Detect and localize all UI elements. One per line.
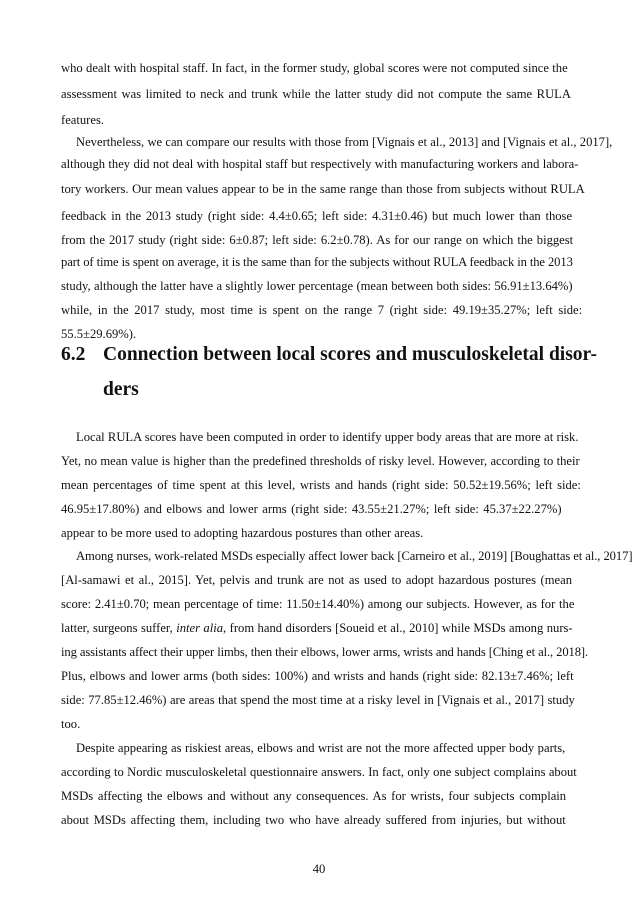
text-line: from the 2017 study (right side: 6±0.87; left side: 6.2±0.78). As for our range on which the biggest — [61, 233, 574, 247]
text-line: ing assistants affect their upper limbs, then their elbows, lower arms, wrists and hands [Ching et al., 2018]. — [61, 645, 589, 659]
text-line: Among nurses, work-related MSDs especially affect lower back [Carneiro et al., 2019] [Boughattas et al., 2017] — [76, 549, 633, 563]
text-segment: latter, surgeons suffer, — [61, 621, 177, 635]
text-line: mean percentages of time spent at this level, wrists and hands (right side: 50.52±19.56%; left side: — [61, 478, 581, 492]
section-number: 6.2 — [61, 344, 86, 365]
text-line: Yet, no mean value is higher than the predefined thresholds of risky level. However, according to their — [61, 454, 580, 468]
text-line: Plus, elbows and lower arms (both sides: 100%) and wrists and hands (right side: 82.13±7.46%; left — [61, 669, 574, 683]
text-line: feedback in the 2013 study (right side: 4.4±0.65; left side: 4.31±0.46) but much lower than those — [61, 209, 573, 223]
section-heading-line1 — [61, 343, 597, 367]
text-line: features. — [61, 113, 105, 127]
text-line: assessment was limited to neck and trunk while the latter study did not compute the same RULA — [61, 87, 571, 101]
text-line: study, although the latter have a slightly lower percentage (mean between both sides: 56.91±13.64%) — [61, 279, 573, 293]
italic-term: inter alia — [176, 621, 224, 635]
text-line: Despite appearing as riskiest areas, elbows and wrist are not the more affected upper body parts, — [76, 741, 566, 755]
text-line: side: 77.85±12.46%) are areas that spend the most time at a risky level in [Vignais et al., 2017] study — [61, 693, 575, 707]
text-line — [61, 621, 573, 636]
text-line: score: 2.41±0.70; mean percentage of time: 11.50±14.40%) among our subjects. However, as for the — [61, 597, 575, 611]
text-line: according to Nordic musculoskeletal questionnaire answers. In fact, only one subject complains about — [61, 765, 577, 779]
text-line: Local RULA scores have been computed in order to identify upper body areas that are more at risk. — [76, 430, 579, 444]
text-line: MSDs affecting the elbows and without any consequences. As for wrists, four subjects complain — [61, 789, 567, 803]
text-line: although they did not deal with hospital staff but respectively with manufacturing workers and labora- — [61, 157, 579, 171]
text-line: appear to be more used to adopting hazardous postures than other areas. — [61, 526, 424, 540]
text-line: tory workers. Our mean values appear to be in the same range than those from subjects without RULA — [61, 182, 585, 196]
text-line: about MSDs affecting them, including two who have already suffered from injuries, but without — [61, 813, 566, 827]
text-line: part of time is spent on average, it is the same than for the subjects without RULA feedback in the 2013 — [61, 255, 573, 269]
text-line: 55.5±29.69%). — [61, 327, 137, 341]
section-title: Connection between local scores and musculoskeletal disor- — [103, 344, 597, 365]
text-line: [Al-samawi et al., 2015]. Yet, pelvis and trunk are not as used to adopt hazardous postures (mean — [61, 573, 572, 587]
text-line: who dealt with hospital staff. In fact, in the former study, global scores were not computed since the — [61, 61, 568, 75]
text-line: too. — [61, 717, 81, 731]
text-line: while, in the 2017 study, most time is spent on the range 7 (right side: 49.19±35.27%; left side: — [61, 303, 583, 317]
text-line: 46.95±17.80%) and elbows and lower arms (right side: 43.55±21.27%; left side: 45.37±22.27%) — [61, 502, 562, 516]
section-title-continuation: ders — [103, 379, 139, 400]
text-line: Nevertheless, we can compare our results with those from [Vignais et al., 2013] and [Vignais et al., 2017], — [76, 135, 613, 149]
page-number: 40 — [312, 862, 326, 876]
text-segment: , from hand disorders [Soueid et al., 2010] while MSDs among nurs- — [223, 621, 573, 635]
